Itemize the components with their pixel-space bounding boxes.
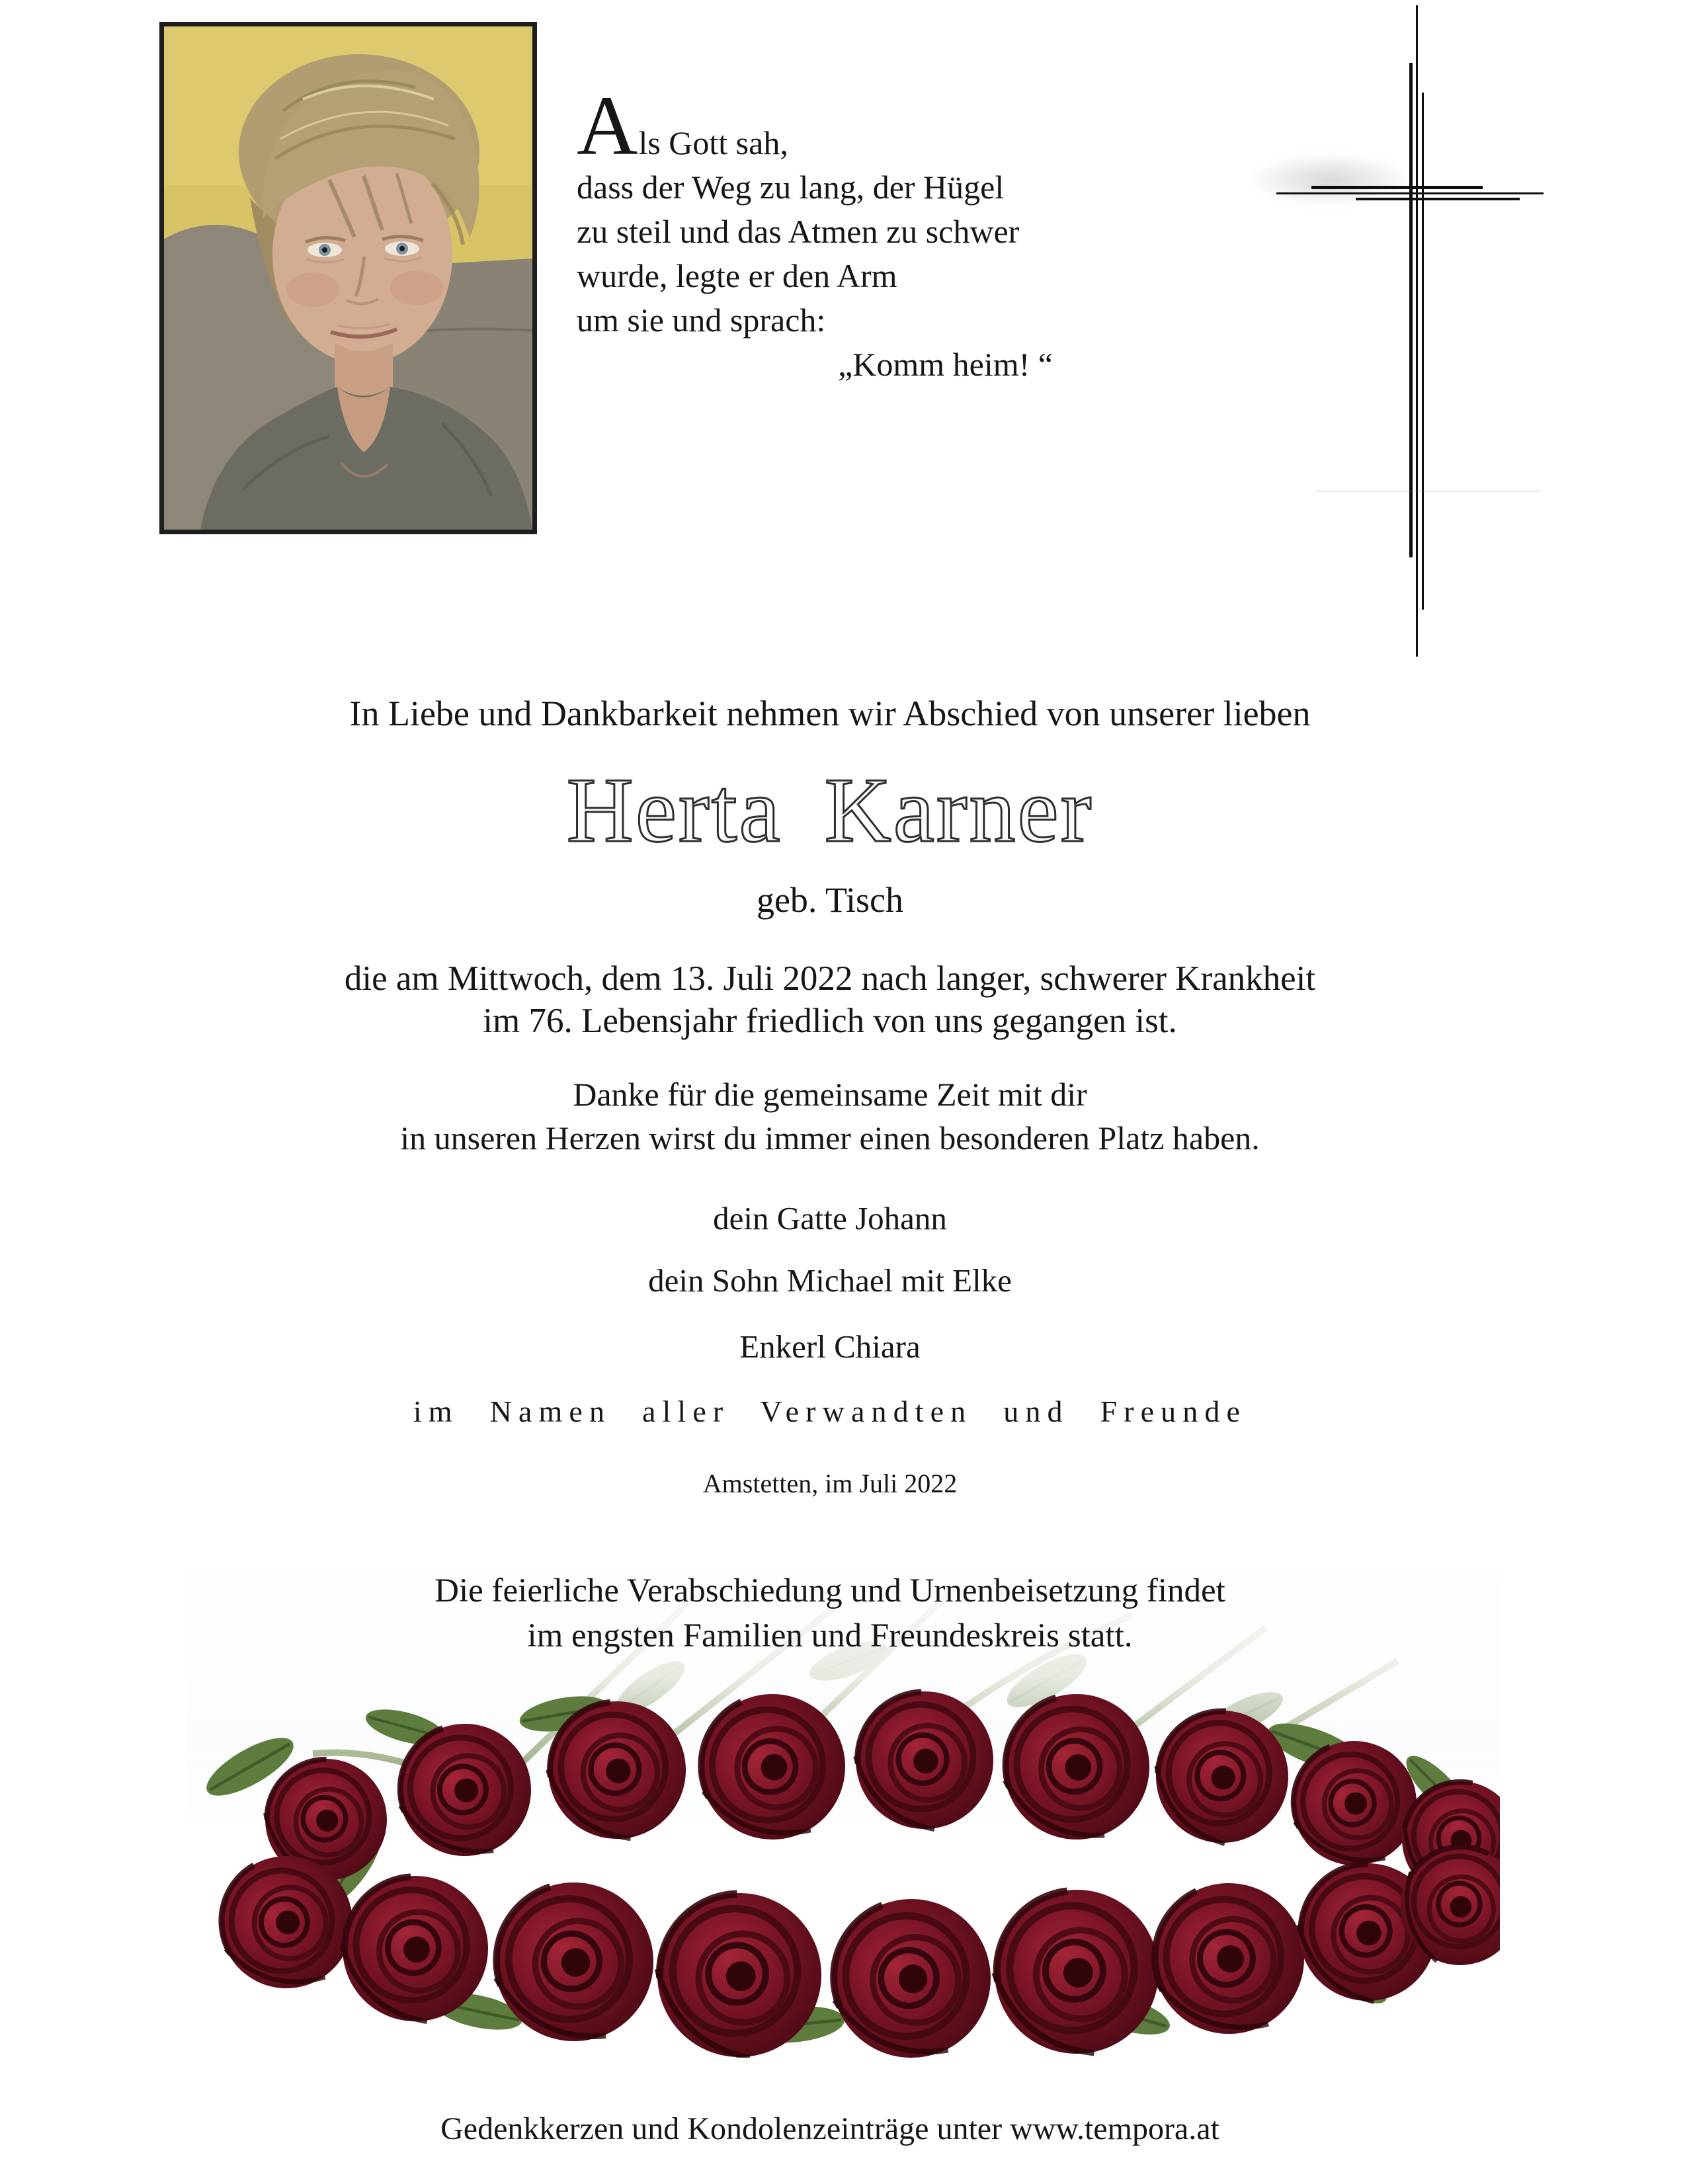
cross-horizontal-main — [1276, 192, 1544, 194]
mourner-grandchild: Enkerl Chiara — [739, 1328, 921, 1365]
cross-vertical-right — [1422, 93, 1424, 610]
portrait-photo — [159, 22, 537, 534]
cross-vertical-left — [1409, 63, 1413, 557]
scan-faint-line — [1315, 491, 1540, 492]
funeral-line-1: Die feierliche Verabschiedung und Urnenbeisetzung findet — [434, 1572, 1225, 1609]
mourner-son: dein Sohn Michael mit Elke — [648, 1262, 1012, 1299]
cross-vertical-main — [1416, 5, 1418, 657]
in-name-of-line: im Namen aller Verwandten und Freunde — [413, 1395, 1247, 1428]
place-date-line: Amstetten, im Juli 2022 — [702, 1469, 958, 1498]
death-line-2: im 76. Lebensjahr friedlich von uns gegangen ist. — [483, 1002, 1177, 1040]
thanks-line-2: in unseren Herzen wirst du immer einen besonderen Platz haben. — [400, 1119, 1260, 1156]
poem-line-4: wurde, legte er den Arm — [577, 257, 897, 294]
death-info — [0, 957, 1660, 1042]
thanks-line-1: Danke für die gemeinsame Zeit mit dir — [573, 1076, 1087, 1113]
death-line-1: die am Mittwoch, dem 13. Juli 2022 nach langer, schwerer Krankheit — [344, 959, 1316, 998]
cross-horizontal-lower — [1356, 198, 1520, 200]
footer-condolence-line: Gedenkkerzen und Kondolenzeinträge unter www.tempora.at — [440, 2111, 1219, 2146]
poem-line-3: zu steil und das Atmen zu schwer — [577, 213, 1020, 250]
portrait-illustration — [164, 26, 532, 530]
funeral-line-2: im engsten Familien und Freundeskreis statt. — [527, 1617, 1133, 1654]
poem-line-1: Als Gott sah, — [577, 79, 788, 173]
intro-line: In Liebe und Dankbarkeit nehmen wir Abschied von unserer lieben — [349, 694, 1311, 733]
maiden-name: geb. Tisch — [756, 880, 904, 920]
cross-horizontal-upper — [1311, 186, 1483, 189]
mourner-husband: dein Gatte Johann — [713, 1200, 947, 1236]
poem-dropcap: A — [577, 79, 639, 173]
funeral-info — [0, 1568, 1660, 1658]
poem-line-5: um sie und sprach: — [577, 302, 826, 339]
poem-closing: „Komm heim! “ — [838, 346, 1053, 383]
memorial-poem — [577, 79, 1093, 387]
thanks-text — [0, 1072, 1660, 1160]
poem-line-2: dass der Weg zu lang, der Hügel — [577, 169, 1005, 206]
deceased-name: Herta Karner — [566, 759, 1094, 862]
